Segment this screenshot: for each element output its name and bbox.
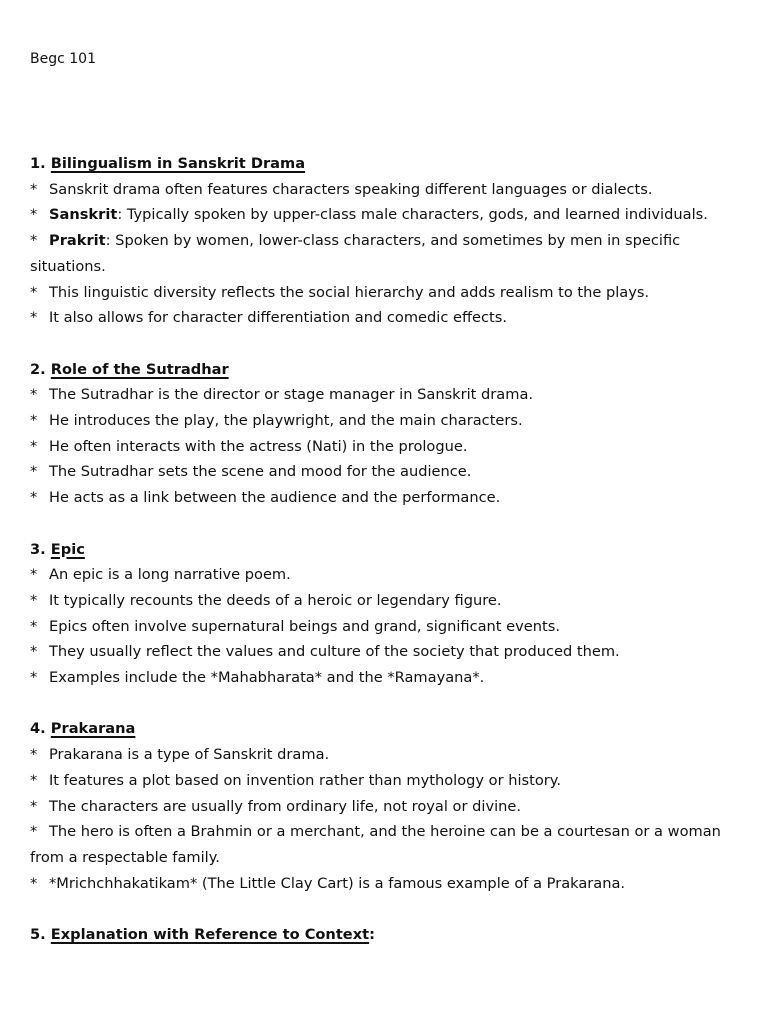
section-heading <box>30 922 742 948</box>
bullet-item <box>30 228 742 254</box>
bullet-item <box>30 434 742 460</box>
bullet-continuation: situations. <box>30 257 106 275</box>
bullet-marker: * <box>30 874 38 892</box>
bullet-term: Prakrit <box>49 232 106 250</box>
bullet-marker: * <box>30 232 38 250</box>
bullet-text: This linguistic diversity reflects the social hierarchy and adds realism to the plays. <box>49 283 650 301</box>
bullet-marker: * <box>30 412 38 430</box>
bullet-text: : Spoken by women, lower-class characters, and sometimes by men in specific <box>105 232 681 250</box>
bullet-text: They usually reflect the values and culture of the society that produced them. <box>49 643 620 661</box>
section-title: Explanation with Reference to Context <box>50 926 370 944</box>
bullet-marker: * <box>30 643 38 661</box>
section-title: Epic <box>50 540 85 558</box>
bullet-text: It typically recounts the deeds of a heroic or legendary figure. <box>49 591 502 609</box>
bullet-marker: * <box>30 746 38 764</box>
bullet-text: He often interacts with the actress (Nati) in the prologue. <box>49 437 468 455</box>
bullet-item <box>30 177 742 203</box>
bullet-item <box>30 588 742 614</box>
bullet-item <box>30 665 742 691</box>
bullet-marker: * <box>30 617 38 635</box>
bullet-item <box>30 871 742 897</box>
bullet-item <box>30 794 742 820</box>
bullet-item <box>30 485 742 511</box>
bullet-marker: * <box>30 771 38 789</box>
section-title: Bilingualism in Sanskrit Drama <box>50 155 306 172</box>
bullet-item <box>30 408 742 434</box>
section-gap <box>30 511 742 537</box>
bullet-text: It features a plot based on invention rather than mythology or history. <box>49 771 561 789</box>
bullet-continuation: from a respectable family. <box>30 848 220 866</box>
bullet-term: Sanskrit <box>49 206 118 224</box>
bullet-marker: * <box>30 591 38 609</box>
bullet-text: Examples include the *Mahabharata* and the *Ramayana*. <box>49 669 485 687</box>
bullet-text: He acts as a link between the audience and the performance. <box>49 489 501 507</box>
section-heading <box>30 537 742 563</box>
bullet-marker: * <box>30 180 38 198</box>
bullet-item <box>30 819 742 845</box>
bullet-text: The Sutradhar is the director or stage manager in Sanskrit drama. <box>49 386 534 404</box>
bullet-marker: * <box>30 489 38 507</box>
bullet-text: The hero is often a Brahmin or a merchant, and the heroine can be a courtesan or a woman <box>49 823 721 841</box>
bullet-marker: * <box>30 283 38 301</box>
bullet-text: Epics often involve supernatural beings and grand, significant events. <box>49 617 560 635</box>
bullet-text: *Mrichchhakatikam* (The Little Clay Cart) is a famous example of a Prakarana. <box>49 874 626 892</box>
bullet-marker: * <box>30 437 38 455</box>
bullet-text: It also allows for character differentiation and comedic effects. <box>49 309 508 327</box>
bullet-marker: * <box>30 463 38 481</box>
bullet-item <box>30 280 742 306</box>
bullet-item <box>30 639 742 665</box>
section-title: Prakarana <box>50 720 136 738</box>
section-gap <box>30 331 742 357</box>
document-title: Begc 101 <box>30 51 96 67</box>
section-gap <box>30 691 742 717</box>
section-number: 3. <box>30 540 46 558</box>
sections-container <box>30 151 742 948</box>
section-number: 4. <box>30 720 46 738</box>
bullet-marker: * <box>30 309 38 327</box>
bullet-marker: * <box>30 797 38 815</box>
bullet-item <box>30 742 742 768</box>
bullet-marker: * <box>30 669 38 687</box>
bullet-item <box>30 382 742 408</box>
bullet-text: He introduces the play, the playwright, and the main characters. <box>49 412 523 430</box>
bullet-text: The Sutradhar sets the scene and mood for the audience. <box>49 463 472 481</box>
bullet-text: Sanskrit drama often features characters speaking different languages or dialects. <box>49 180 653 198</box>
bullet-item <box>30 202 742 228</box>
bullet-text: : Typically spoken by upper-class male characters, gods, and learned individuals. <box>117 206 708 224</box>
bullet-marker: * <box>30 206 38 224</box>
section-title-suffix: : <box>369 926 375 944</box>
bullet-item <box>30 768 742 794</box>
bullet-marker: * <box>30 566 38 584</box>
bullet-text: Prakarana is a type of Sanskrit drama. <box>49 746 330 764</box>
section-number: 1. <box>30 155 46 172</box>
bullet-marker: * <box>30 823 38 841</box>
section-title: Role of the Sutradhar <box>50 360 229 378</box>
section-heading <box>30 357 742 383</box>
section-heading <box>30 151 742 177</box>
bullet-item <box>30 562 742 588</box>
bullet-item <box>30 305 742 331</box>
section-number: 2. <box>30 360 46 378</box>
section-heading <box>30 716 742 742</box>
bullet-marker: * <box>30 386 38 404</box>
bullet-item <box>30 459 742 485</box>
bullet-text: An epic is a long narrative poem. <box>49 566 291 584</box>
bullet-text: The characters are usually from ordinary life, not royal or divine. <box>49 797 522 815</box>
section-gap <box>30 896 742 922</box>
bullet-item <box>30 614 742 640</box>
section-number: 5. <box>30 926 46 944</box>
